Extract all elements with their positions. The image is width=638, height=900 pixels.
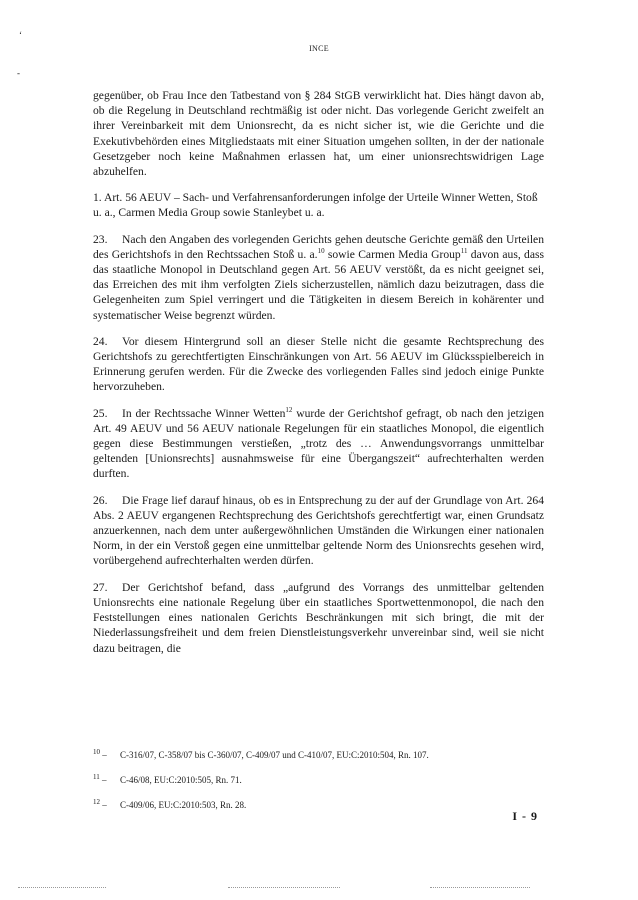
- running-header: INCE: [309, 44, 329, 53]
- paragraph-24: [93, 334, 544, 395]
- footnote-text: C-316/07, C-358/07 bis C-360/07, C-409/07 und C-410/07, EU:C:2010:504, Rn. 107.: [120, 750, 429, 760]
- paragraph-text: Die Frage lief darauf hinaus, ob es in Entsprechung zu der auf der Grundlage von Art. 264 Abs. 2 AEUV ergangenen Rechtsprechung des Gerichtshofs gerechtfertigt war, einen Grundsatz anzuerkennen, nach dem unter außergewöhnlichen Umständen die Wirkungen einer nationalen Norm, in der ein Verstoß gegen eine unmittelbar geltende Norm des Unionsrechts gesehen wird, vorübergehend aufrechterhalten werden dürfen.: [93, 493, 544, 568]
- paragraph-text: Der Gerichtshof befand, dass „aufgrund des Vorrangs des unmittelbar geltenden Unionsrechts eine nationale Regelung über ein staatliches Sportwettenmonopol, die nach den Feststellungen eines nationalen Gerichts Beschränkungen mit sich bringt, die mit der Niederlassungsfreiheit und dem freien Dienstleistungsverkehr unvereinbar sind, weil sie nicht dazu beitragen, die: [93, 580, 544, 655]
- footnote-dash: –: [102, 800, 107, 810]
- scan-margin-mark: -: [17, 68, 20, 78]
- paragraph-23: [93, 232, 544, 323]
- paragraph-text: Nach den Angaben des vorlegenden Gerichts gehen deutsche Gerichte gemäß den Urteilen des Gerichtshofs in den Rechtssachen Stoß u. a.: [93, 232, 544, 261]
- footnote-dash: –: [102, 775, 107, 785]
- footnote-ref: 10: [317, 246, 325, 255]
- footnote-ref: 12: [285, 405, 293, 414]
- paragraph-continued: gegenüber, ob Frau Ince den Tatbestand von § 284 StGB verwirklicht hat. Dies hängt davon ab, ob die Regelung in Deutschland rechtmäßig ist oder nicht. Das vorlegende Gericht zweifelt an ihrer Vereinbarkeit mit dem Unionsrecht, da es nicht sicher ist, wie die Gerichte und die Exekutivbehörden eines Mitgliedstaats mit einer Situation umgehen sollten, in der der nationale Gesetzgeber noch keine Maßnahmen erlassen hat, um einer unionsrechtswidrigen Lage abzuhelfen.: [93, 89, 544, 179]
- footnote-number: 12: [93, 798, 100, 806]
- paragraph-text: Vor diesem Hintergrund soll an dieser Stelle nicht die gesamte Rechtsprechung des Gerichtshofs zu gerechtfertigten Einschränkungen von Art. 56 AEUV im Glücksspielbereich in Erinnerung gerufen werden. Für die Zwecke des vorliegenden Falles sind jedoch einige Punkte hervorzuheben.: [93, 334, 544, 394]
- page-number: I - 9: [512, 809, 538, 823]
- footnote-number: 10: [93, 748, 100, 756]
- paragraph-25: [93, 406, 544, 482]
- scan-artifact-line: [18, 887, 106, 889]
- footnote-dash: –: [102, 750, 107, 760]
- scan-margin-mark: ‘: [19, 30, 22, 40]
- paragraph-number: 23.: [93, 232, 108, 246]
- footnote-mark: [93, 774, 120, 786]
- paragraph-text: davon aus, dass das staatliche Monopol in Deutschland gegen Art. 56 AEUV verstößt, da es nicht geeignet sei, das Erreichen des mit ihm verfolgten Ziels sicherzustellen, nämlich dazu beizutragen, dass die Gelegenheiten zum Spiel verringert und die Tätigkeiten in diesem Bereich in kohärenter und systematischer Weise begrenzt würden.: [93, 247, 545, 322]
- footnote-text: C-46/08, EU:C:2010:505, Rn. 71.: [120, 775, 242, 785]
- paragraph-number: 27.: [93, 580, 108, 594]
- footnote: [93, 799, 544, 811]
- footnote-mark: [93, 749, 120, 761]
- footnote-ref: 11: [460, 246, 468, 255]
- paragraph-number: 26.: [93, 493, 108, 507]
- paragraph-number: 25.: [93, 406, 108, 420]
- paragraph-26: [93, 493, 544, 569]
- paragraph-number: 24.: [93, 334, 108, 348]
- paragraph-text: In der Rechtssache Winner Wetten: [122, 406, 286, 420]
- footnote: [93, 774, 544, 786]
- footnotes: [93, 749, 544, 824]
- footnote-number: 11: [93, 773, 100, 781]
- footnote-text: C-409/06, EU:C:2010:503, Rn. 28.: [120, 800, 247, 810]
- paragraph-text: sowie Carmen Media Group: [324, 247, 461, 261]
- document-body: [93, 88, 544, 667]
- paragraph-27: [93, 580, 544, 656]
- scan-artifact-line: [228, 887, 340, 889]
- footnote-mark: [93, 799, 120, 811]
- paragraph-text: wurde der Gerichtshof gefragt, ob nach den jetzigen Art. 49 AEUV und 56 AEUV nationale Regelungen für ein staatliches Monopol, die eigentlich gegen diese Bestimmungen verstießen, „trotz des … Anwendungsvorrangs unmittelbar geltenden [Unionsrechts] ausnahmsweise für eine Übergangszeit“ aufrechterhalten werden durften.: [93, 406, 544, 481]
- footnote: [93, 749, 544, 761]
- scan-artifact-line: [430, 887, 530, 889]
- section-heading: 1. Art. 56 AEUV – Sach- und Verfahrensanforderungen infolge der Urteile Winner Wetten, Stoß u. a., Carmen Media Group sowie Stanleybet u. a.: [93, 191, 538, 220]
